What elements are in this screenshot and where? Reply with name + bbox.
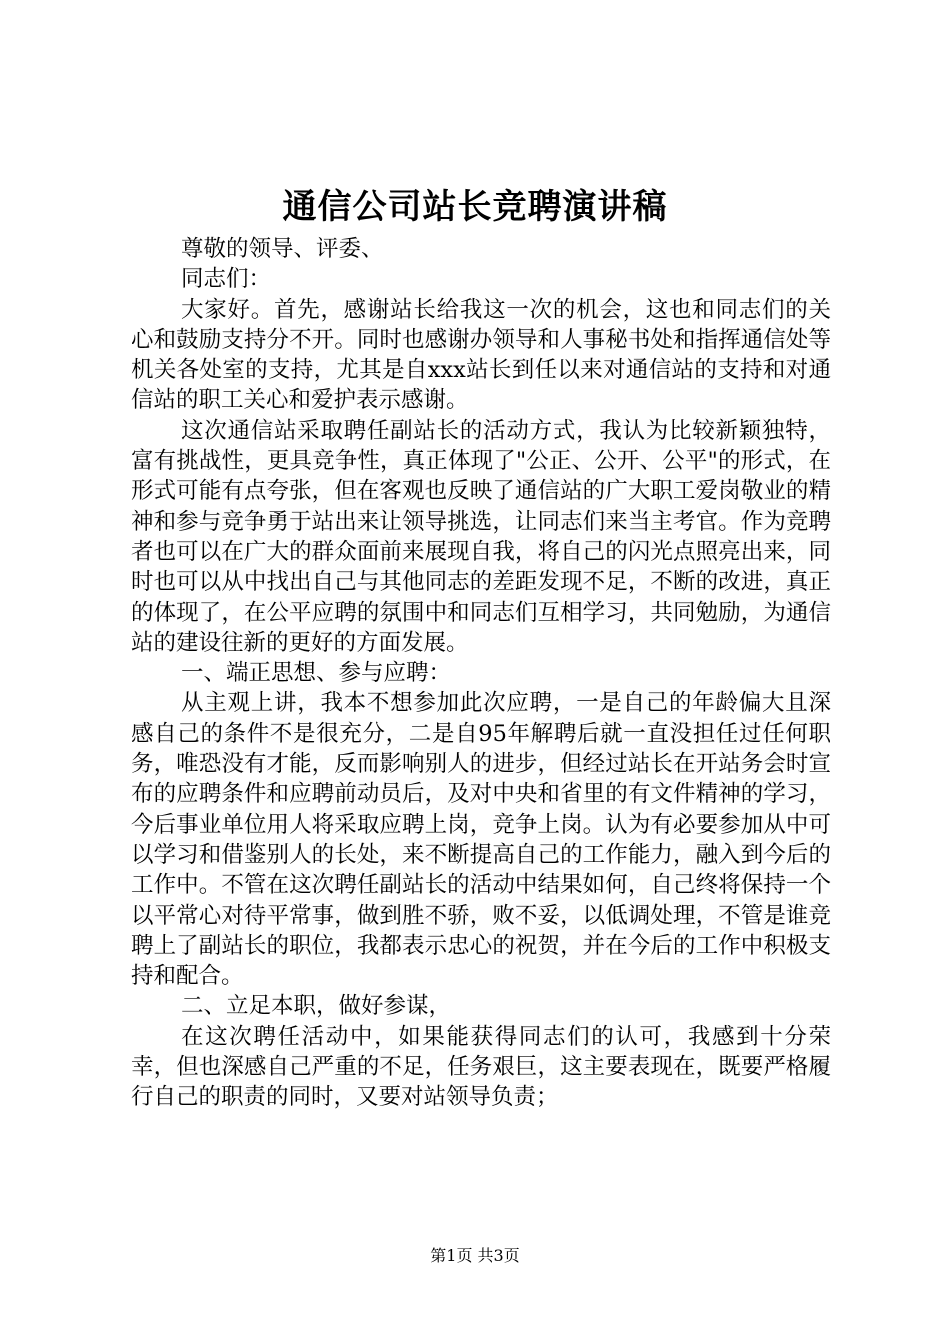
section-heading: 二、立足本职，做好参谋，	[181, 993, 452, 1020]
document-title: 通信公司站长竞聘演讲稿	[282, 187, 668, 227]
body-paragraph: 在这次聘任活动中，如果能获得同志们的认可，我感到十分荣幸，但也深感自己严重的不足，任务艰巨，这主要表现在，既要严格履行自己的职责的同时，又要对站领导负责；	[131, 1023, 831, 1111]
section-heading: 一、端正思想、参与应聘：	[181, 660, 452, 687]
body-paragraph: 从主观上讲，我本不想参加此次应聘，一是自己的年龄偏大且深感自己的条件不是很充分，二是自95年解聘后就一直没担任过任何职务，唯恐没有才能，反而影响别人的进步，但经过站长在开站务会时宣布的应聘条件和应聘前动员后，及对中央和省里的有文件精神的学习，今后事业单位用人将采取应聘上岗，竞争上岗。认为有必要参加从中可以学习和借鉴别人的长处，来不断提高自己的工作能力，融入到今后的工作中。不管在这次聘任副站长的活动中结果如何，自己终将保持一个以平常心对待平常事，做到胜不骄，败不妥，以低调处理，不管是谁竞聘上了副站长的职位，我都表示忠心的祝贺，并在今后的工作中积极支持和配合。	[131, 690, 831, 990]
salutation-line: 同志们：	[181, 266, 272, 293]
body-paragraph: 大家好。首先，感谢站长给我这一次的机会，这也和同志们的关心和鼓励支持分不开。同时也感谢办领导和人事秘书处和指挥通信处等机关各处室的支持，尤其是自xxx站长到任以来对通信站的支持和对通信站的职工关心和爱护表示感谢。	[131, 296, 831, 414]
body-paragraph: 这次通信站采取聘任副站长的活动方式，我认为比较新颖独特，富有挑战性，更具竞争性，真正体现了"公正、公开、公平"的形式，在形式可能有点夸张，但在客观也反映了通信站的广大职工爱岗敬业的精神和参与竞争勇于站出来让领导挑选，让同志们来当主考官。作为竞聘者也可以在广大的群众面前来展现自我，将自己的闪光点照亮出来，同时也可以从中找出自己与其他同志的差距发现不足，不断的改进，真正的体现了，在公平应聘的氛围中和同志们互相学习，共同勉励，为通信站的建设往新的更好的方面发展。	[131, 417, 831, 656]
document-body	[131, 234, 831, 1113]
page-number-footer: 第1页 共3页	[430, 1246, 520, 1265]
salutation-line: 尊敬的领导、评委、	[181, 236, 384, 262]
